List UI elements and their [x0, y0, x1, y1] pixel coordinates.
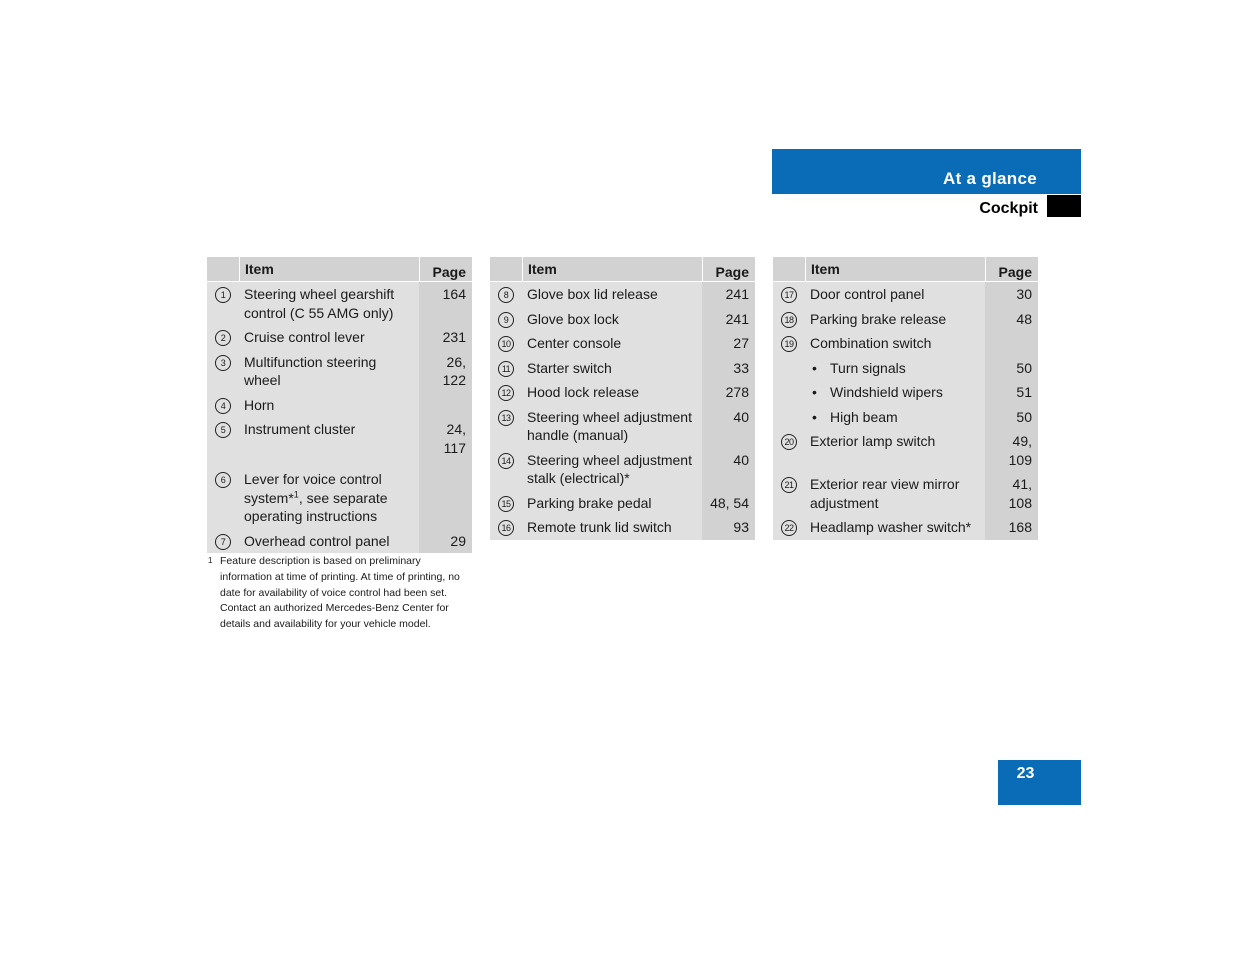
item-label: Remote trunk lid switch [527, 519, 672, 535]
page-ref: 278 [702, 380, 755, 405]
footnote-mark: 1 [208, 556, 213, 565]
item-label: Instrument cluster [244, 421, 356, 437]
subsection-title: Cockpit [979, 200, 1038, 217]
table-row [490, 282, 755, 307]
table-row [490, 448, 755, 491]
item-label: Door control panel [810, 286, 925, 302]
table-row-sub [773, 405, 1038, 430]
bullet-icon: • [812, 384, 817, 400]
page-ref: 50 [985, 405, 1038, 430]
item-number: 10 [498, 336, 514, 352]
item-number: 14 [498, 453, 514, 469]
item-number: 15 [498, 496, 514, 512]
item-number: 6 [215, 472, 231, 488]
cockpit-table-1 [207, 257, 472, 553]
item-label: • Turn signals [812, 359, 906, 376]
item-label: Cruise control lever [244, 329, 365, 345]
bullet-icon: • [812, 359, 817, 376]
item-number: 8 [498, 287, 514, 303]
item-number: 13 [498, 410, 514, 426]
item-number: 2 [215, 330, 231, 346]
item-number: 19 [781, 336, 797, 352]
item-number: 5 [215, 422, 231, 438]
item-label: Headlamp washer switch* [810, 519, 972, 535]
table-row [207, 460, 472, 529]
item-number: 1 [215, 287, 231, 303]
column-header-page: Page [985, 257, 1038, 281]
column-header-item: Item [528, 261, 557, 277]
cockpit-table-3 [773, 257, 1038, 540]
item-number: 22 [781, 520, 797, 536]
item-label: Glove box lid release [527, 286, 658, 302]
table-row [490, 515, 755, 540]
table-row [207, 417, 472, 460]
table-header [207, 257, 472, 282]
item-label: Steering wheel gearshift control (C 55 AMG only) [244, 286, 395, 321]
page-ref: 241 [702, 307, 755, 332]
page-ref: 48, 54 [702, 491, 755, 516]
item-number: 7 [215, 534, 231, 550]
item-label: Exterior rear view mirror adjustment [810, 476, 960, 511]
item-label: Steering wheel adjustment stalk (electrical)* [527, 451, 692, 486]
table-header [490, 257, 755, 282]
page-ref: 231 [419, 325, 472, 350]
table-row-sub [773, 380, 1038, 405]
cockpit-table-2 [490, 257, 755, 540]
page-ref: 30 [985, 282, 1038, 307]
item-label: Lever for voice control system*$^1$, see separate operating instructions [244, 471, 388, 524]
item-label: • Windshield wipers [812, 384, 943, 400]
table-row [773, 472, 1038, 515]
item-label: Starter switch [527, 359, 612, 376]
table-row [773, 307, 1038, 332]
item-label: Glove box lock [527, 310, 619, 327]
table-row [490, 405, 755, 448]
page-ref [985, 331, 1038, 356]
page-ref: 26, 122 [419, 350, 472, 393]
table-row [490, 331, 755, 356]
page-number-box [998, 760, 1081, 805]
item-number: 20 [781, 434, 797, 450]
item-label: Parking brake release [810, 310, 947, 327]
column-header-item: Item [811, 261, 840, 277]
subsection-marker [1047, 195, 1081, 217]
page-ref [419, 460, 472, 529]
table-row [773, 282, 1038, 307]
page-ref: 164 [419, 282, 472, 325]
page-ref: 241 [702, 282, 755, 307]
item-label: • High beam [812, 408, 898, 425]
item-number: 4 [215, 398, 231, 414]
item-label: Hood lock release [527, 384, 640, 400]
table-row-sub [773, 356, 1038, 381]
column-header-page: Page [419, 257, 472, 281]
table-header [773, 257, 1038, 282]
table-row [773, 331, 1038, 356]
table-row [490, 307, 755, 332]
section-title: At a glance [943, 169, 1037, 188]
bullet-icon: • [812, 408, 817, 425]
page-ref: 33 [702, 356, 755, 381]
table-row [773, 515, 1038, 540]
page-number: 23 [1016, 765, 1035, 782]
page-ref: 168 [985, 515, 1038, 540]
item-label: Multifunction steering wheel [244, 353, 377, 388]
page-ref: 40 [702, 448, 755, 491]
item-label: Steering wheel adjustment handle (manual) [527, 408, 692, 443]
page-ref: 49, 109 [985, 429, 1038, 472]
item-label: Overhead control panel [244, 532, 390, 549]
column-header-item: Item [245, 261, 274, 277]
item-number: 9 [498, 312, 514, 328]
item-label: Combination switch [810, 335, 932, 351]
item-number: 11 [498, 361, 514, 377]
column-header-page: Page [702, 257, 755, 281]
item-number: 12 [498, 385, 514, 401]
page-ref: 48 [985, 307, 1038, 332]
item-number: 3 [215, 355, 231, 371]
table-row [490, 380, 755, 405]
section-banner [772, 149, 1081, 194]
table-row [207, 393, 472, 418]
page-ref: 24, 117 [419, 417, 472, 460]
table-row [207, 325, 472, 350]
table-row [207, 282, 472, 325]
page-ref: 27 [702, 331, 755, 356]
page-ref [419, 393, 472, 418]
page-ref: 93 [702, 515, 755, 540]
table-row [490, 491, 755, 516]
footnote-text: Feature description is based on preliminary information at time of printing. At time of printing, no date for availability of voice control had been set. Contact an authorized Mercedes-Benz Center for details and availability for your vehicle model. [220, 555, 460, 631]
item-number: 16 [498, 520, 514, 536]
table-row [490, 356, 755, 381]
footnote [207, 554, 472, 633]
footnote-ref: 1 [293, 488, 299, 499]
table-row [207, 529, 472, 554]
item-number: 21 [781, 477, 797, 493]
item-label: Center console [527, 335, 622, 351]
page-ref: 29 [419, 529, 472, 554]
item-label: Horn [244, 396, 275, 413]
table-row [773, 429, 1038, 472]
page-ref: 41, 108 [985, 472, 1038, 515]
page-ref: 50 [985, 356, 1038, 381]
item-label: Parking brake pedal [527, 494, 652, 511]
item-label: Exterior lamp switch [810, 433, 936, 449]
page-ref: 40 [702, 405, 755, 448]
item-number: 17 [781, 287, 797, 303]
page-ref: 51 [985, 380, 1038, 405]
item-number: 18 [781, 312, 797, 328]
table-row [207, 350, 472, 393]
